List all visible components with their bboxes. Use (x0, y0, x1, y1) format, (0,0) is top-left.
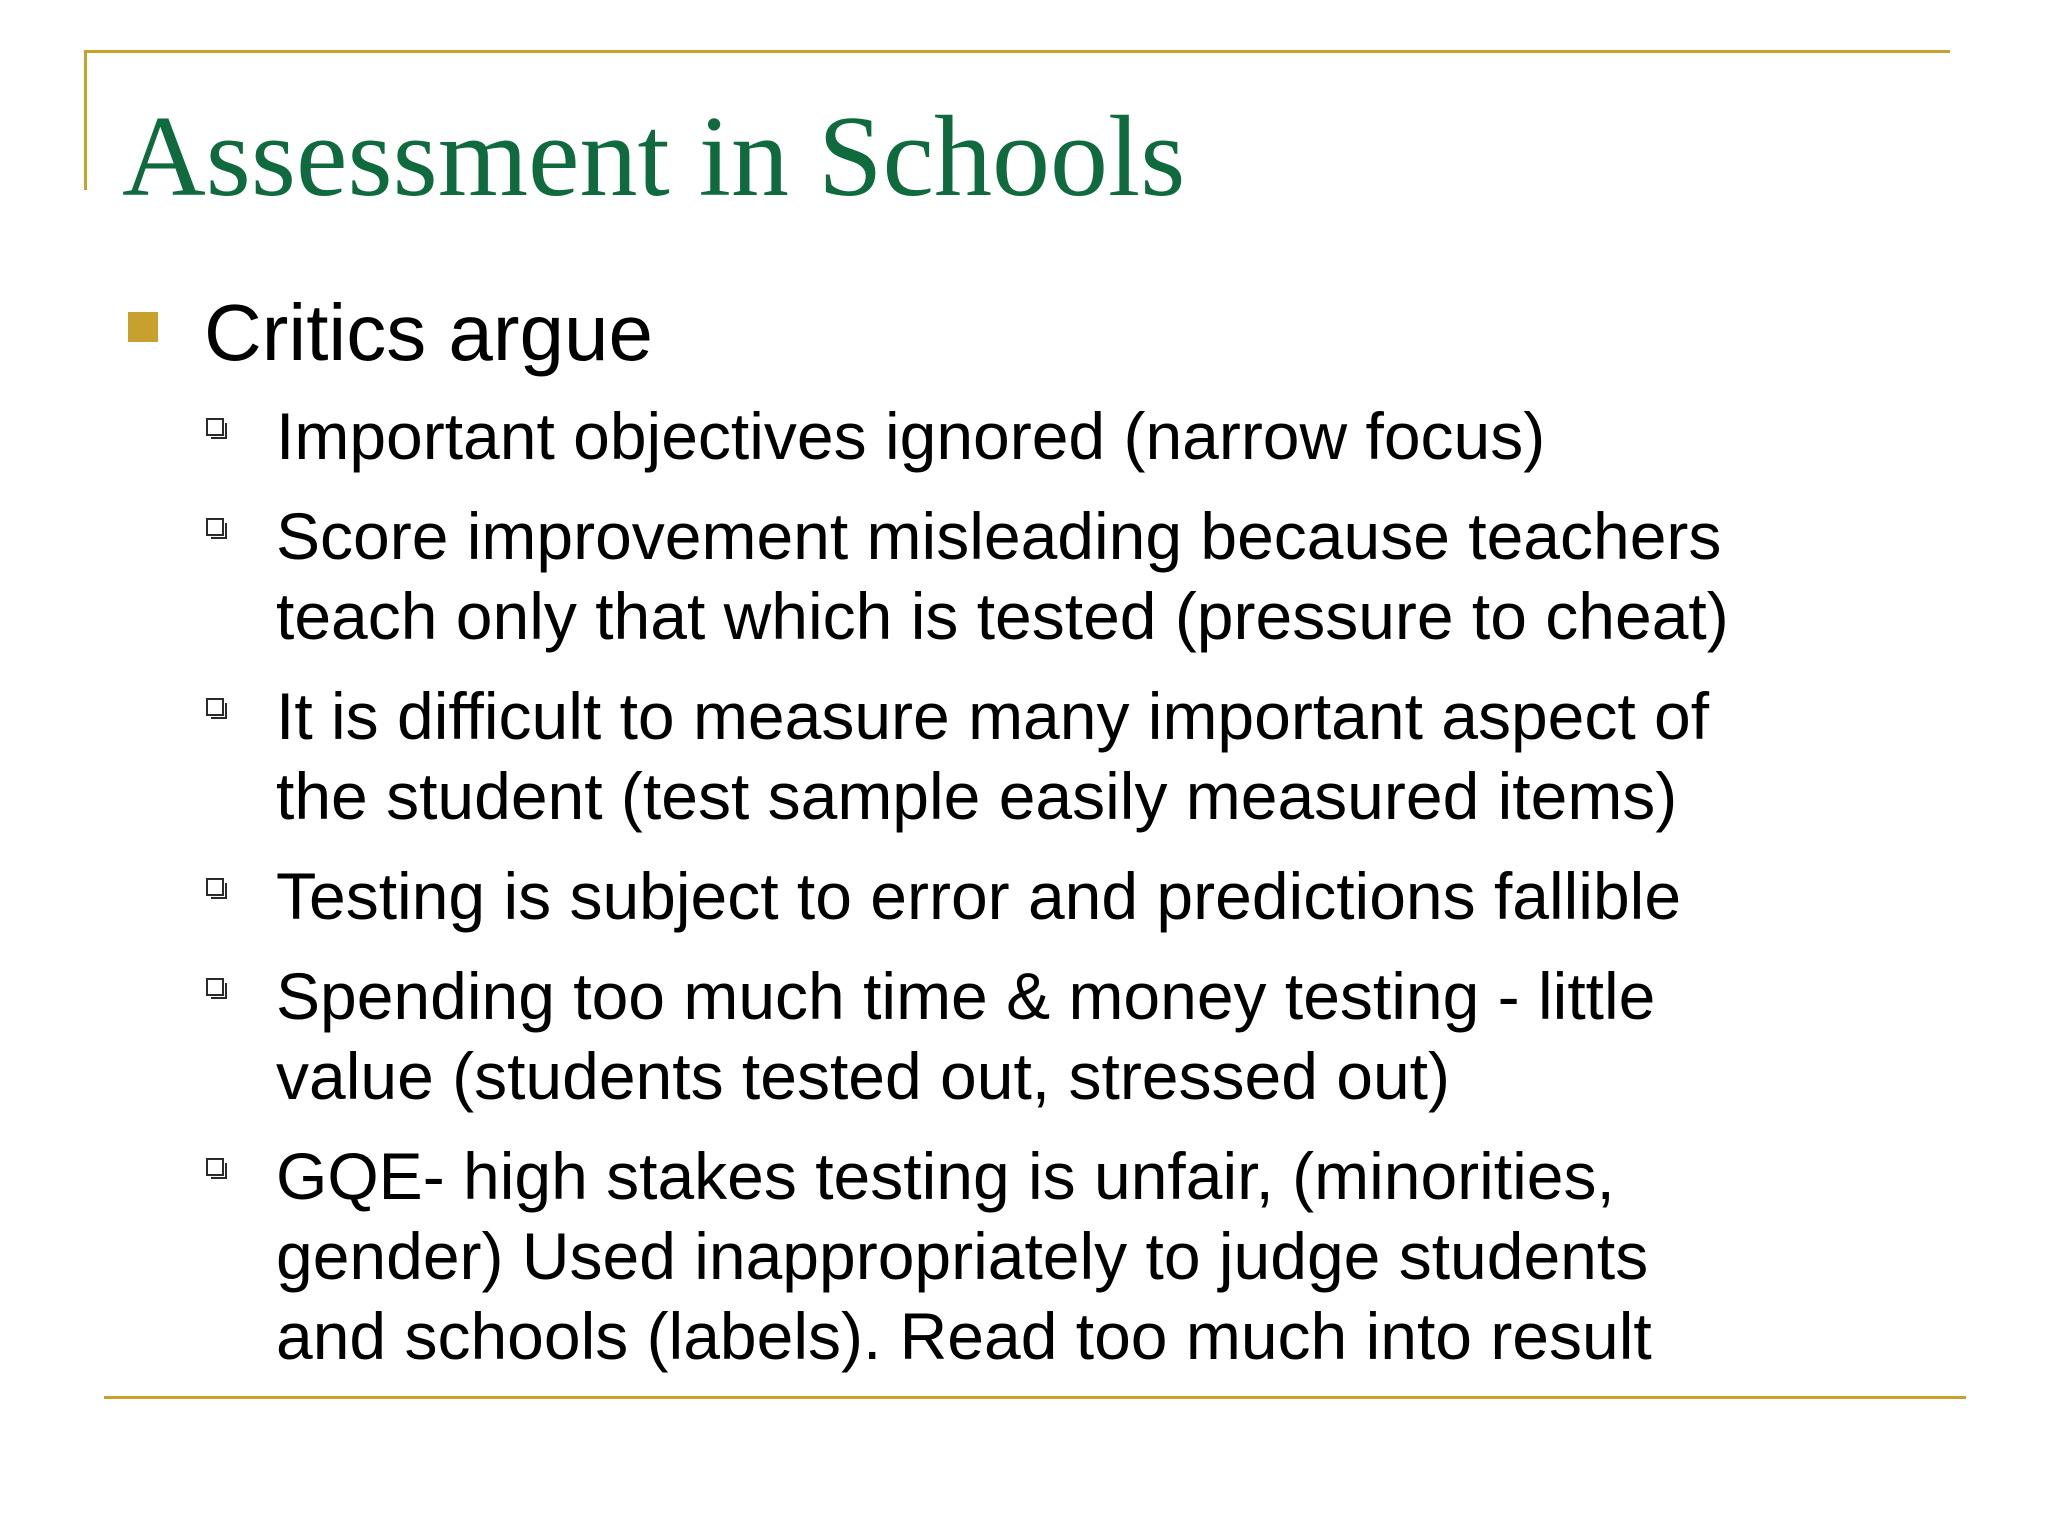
sub-bullet-text (276, 856, 1946, 936)
sub-bullet-line: value (students tested out, stressed out) (276, 1039, 1450, 1113)
sub-bullet-line: Score improvement misleading because teachers (276, 499, 1722, 573)
slide-title: Assessment in Schools (122, 93, 1186, 221)
sub-bullet-line: Testing is subject to error and predictions fallible (276, 859, 1682, 933)
sub-bullet-6 (206, 1136, 1946, 1376)
top-rule (84, 50, 1950, 53)
bottom-rule (104, 1396, 1966, 1399)
box-bullet-icon (206, 418, 224, 436)
bullet-critics-argue (128, 286, 1928, 380)
box-bullet-icon (206, 518, 224, 536)
sub-bullet-text (276, 956, 1946, 1116)
sub-bullet-line: GQE- high stakes testing is unfair, (minorities, (276, 1139, 1615, 1213)
sub-bullet-text (276, 496, 1946, 656)
sub-bullet-4 (206, 856, 1946, 936)
sub-bullet-3 (206, 676, 1946, 836)
box-bullet-icon (206, 978, 224, 996)
sub-bullet-5 (206, 956, 1946, 1116)
box-bullet-icon (206, 698, 224, 716)
sub-bullet-line: teach only that which is tested (pressure to cheat) (276, 579, 1729, 653)
sub-bullet-line: Spending too much time & money testing - little (276, 959, 1656, 1033)
sub-bullet-text (276, 1136, 1946, 1376)
box-bullet-icon (206, 878, 224, 896)
sub-bullet-1 (206, 396, 1946, 476)
box-bullet-icon (206, 1158, 224, 1176)
sub-bullet-line: and schools (labels). Read too much into result (276, 1299, 1652, 1373)
left-rule (84, 50, 87, 190)
sub-bullet-line: It is difficult to measure many important aspect of (276, 679, 1710, 753)
sub-bullet-line: gender) Used inappropriately to judge students (276, 1219, 1649, 1293)
sub-bullet-line: the student (test sample easily measured items) (276, 759, 1678, 833)
square-bullet-icon (128, 312, 158, 342)
sub-bullet-list (206, 396, 1946, 1396)
sub-bullet-line: Important objectives ignored (narrow focus) (276, 399, 1546, 473)
sub-bullet-text (276, 396, 1946, 476)
sub-bullet-text (276, 676, 1946, 836)
bullet-text: Critics argue (204, 288, 654, 377)
sub-bullet-2 (206, 496, 1946, 656)
